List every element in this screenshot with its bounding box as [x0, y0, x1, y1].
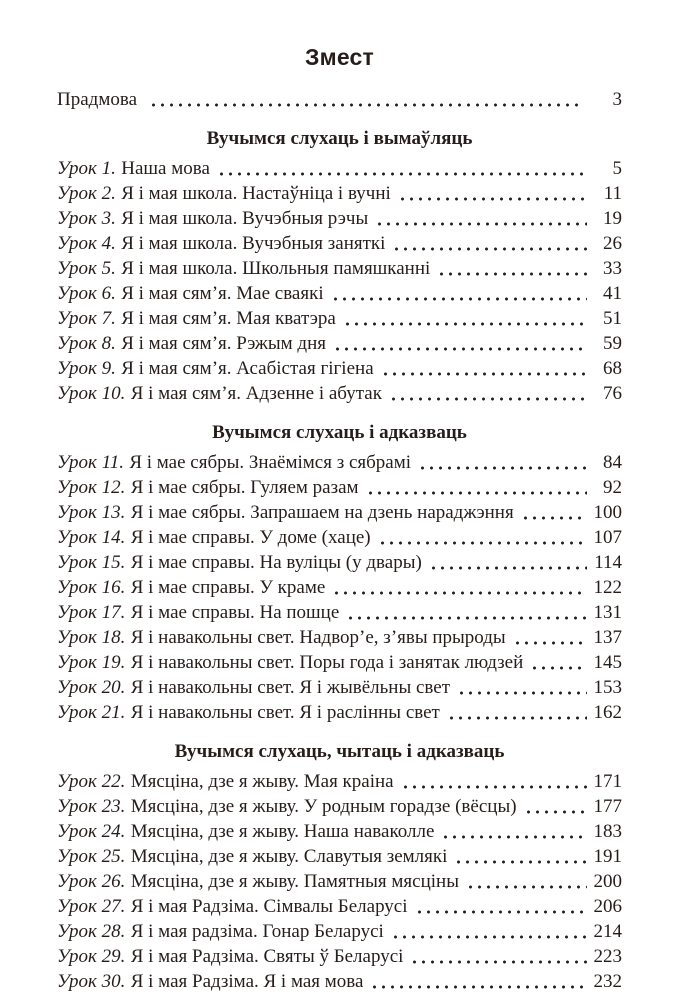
toc-entry-title: Я і мая радзіма. Гонар Беларусі: [130, 921, 384, 942]
toc-entry-page-number: 26: [603, 233, 622, 254]
dot-leader: [466, 884, 587, 890]
toc-entry-lesson-label: Урок 16.: [57, 577, 126, 598]
toc-entry-page-number: 5: [612, 158, 622, 179]
toc-entry-lesson-label: Урок 20.: [57, 677, 126, 698]
section-heading: Вучымся слухаць, чытаць і адказваць: [174, 741, 505, 762]
toc-entry: [57, 700, 622, 725]
toc-entry-page-number: 3: [612, 89, 622, 110]
dot-leader: [415, 909, 587, 915]
toc-entry-lesson-label: Урок 8.: [57, 333, 116, 354]
toc-entry-title: Я і мае справы. На вуліцы (у двары): [130, 552, 422, 573]
toc-entry: [57, 381, 622, 406]
toc-entry-lesson-label: Урок 7.: [57, 308, 116, 329]
toc-entry-lesson-label: Урок 14.: [57, 527, 126, 548]
toc-entry-title: Я і мае сябры. Запрашаем на дзень нараджэння: [130, 502, 514, 523]
dot-leader: [418, 465, 587, 471]
toc-entry: [57, 675, 622, 700]
toc-entry-title: Я і мае справы. У доме (хаце): [130, 527, 371, 548]
toc-entry-title: Я і мая сям’я. Адзенне і абутак: [130, 383, 382, 404]
toc-entry-title: Я і мае справы. У краме: [130, 577, 326, 598]
dot-leader: [332, 590, 587, 596]
toc-entry-page-number: 100: [593, 502, 622, 523]
toc-entry-title: Я і мая Радзіма. Я і мая мова: [130, 971, 364, 992]
toc-entry-page-number: 183: [593, 821, 622, 842]
toc-entry-lesson-label: Урок 9.: [57, 358, 116, 379]
toc-entry-page-number: 68: [603, 358, 622, 379]
section-entries: [57, 769, 622, 994]
toc-entry-title: Я і мая школа. Вучэбныя рэчы: [121, 208, 369, 229]
toc-entry: [57, 450, 622, 475]
dot-leader: [398, 196, 587, 202]
toc-entry-page-number: 177: [593, 796, 622, 817]
toc-entry: [57, 944, 622, 969]
toc-entry-lesson-label: Урок 28.: [57, 921, 126, 942]
toc-entry: [57, 575, 622, 600]
toc-entry-title: Я і мая сям’я. Мая кватэра: [121, 308, 336, 329]
toc-entry: [57, 356, 622, 381]
toc-entry: [57, 181, 622, 206]
toc-entry-page-number: 107: [593, 527, 622, 548]
dot-leader: [457, 690, 587, 696]
toc-entry-title: Я і навакольны свет. Надвор’е, з’явы прыроды: [130, 627, 506, 648]
toc-entry: [57, 500, 622, 525]
toc-entry-page-number: 171: [593, 771, 622, 792]
toc-entry-title: Наша мова: [121, 158, 210, 179]
toc-entry-title: Я і навакольны свет. Поры года і занятак людзей: [130, 652, 524, 673]
toc-entry-title: Я і мая школа. Настаўніца і вучні: [121, 183, 391, 204]
dot-leader: [217, 171, 587, 177]
toc-entry: [57, 550, 622, 575]
toc-entry-lesson-label: Урок 2.: [57, 183, 116, 204]
toc-entry: [57, 256, 622, 281]
dot-leader: [343, 321, 587, 327]
toc-sections: [57, 126, 622, 994]
dot-leader: [378, 540, 587, 546]
toc-entry-lesson-label: Урок 15.: [57, 552, 126, 573]
toc-entry-page-number: 19: [603, 208, 622, 229]
toc-entry-title: Я і мая сям’я. Асабістая гігіена: [121, 358, 374, 379]
toc-entry-page-number: 84: [603, 452, 622, 473]
toc-entry-title: Мясціна, дзе я жыву. У родным горадзе (вёсцы): [130, 796, 517, 817]
toc-entry: [57, 894, 622, 919]
toc-entry-title: Мясціна, дзе я жыву. Памятныя мясціны: [130, 871, 459, 892]
toc-entry: [57, 331, 622, 356]
toc-entry-page-number: 114: [594, 552, 622, 573]
toc-entry-title: Я і мае справы. На пошце: [130, 602, 340, 623]
toc-entry-title: Я і мая школа. Вучэбныя заняткі: [121, 233, 386, 254]
dot-leader: [346, 615, 587, 621]
toc-entry-lesson-label: Урок 25.: [57, 846, 126, 867]
toc-entry-lesson-label: Урок 27.: [57, 896, 126, 917]
toc-entry-lesson-label: Урок 11.: [57, 452, 125, 473]
toc-entry: [57, 769, 622, 794]
toc-entry-page-number: 33: [603, 258, 622, 279]
dot-leader: [392, 246, 587, 252]
dot-leader: [366, 490, 587, 496]
toc-entry: [57, 231, 622, 256]
toc-entry: [57, 306, 622, 331]
toc-entry-lesson-label: Урок 21.: [57, 702, 126, 723]
toc-entry-lesson-label: Урок 24.: [57, 821, 126, 842]
dot-leader: [441, 834, 587, 840]
toc-entry-page-number: 191: [593, 846, 622, 867]
toc-entry-title: Я і навакольны свет. Я і жывёльны свет: [130, 677, 450, 698]
toc-entry-page-number: 206: [593, 896, 622, 917]
toc-entry-page-number: 137: [593, 627, 622, 648]
toc-entry-title: Прадмова: [57, 89, 137, 110]
toc-entry: [57, 969, 622, 994]
toc-entry-lesson-label: Урок 26.: [57, 871, 126, 892]
toc-entry: [57, 600, 622, 625]
toc-entry-title: Мясціна, дзе я жыву. Мая краіна: [130, 771, 394, 792]
toc-entry-page-number: 11: [603, 183, 622, 204]
dot-leader: [429, 565, 587, 571]
toc-entry-title: Я і мае сябры. Знаёмімся з сябрамі: [129, 452, 412, 473]
toc-entry-lesson-label: Урок 18.: [57, 627, 126, 648]
toc-entry: [57, 794, 622, 819]
page-title: Змест: [305, 44, 374, 70]
toc-entry-lesson-label: Урок 23.: [57, 796, 126, 817]
toc-entry-lesson-label: Урок 29.: [57, 946, 126, 967]
toc-entry: [57, 475, 622, 500]
toc-entry: [57, 869, 622, 894]
toc-entry-lesson-label: Урок 19.: [57, 652, 126, 673]
toc-entry-page-number: 122: [593, 577, 622, 598]
toc-entry: [57, 525, 622, 550]
toc-entry-page-number: 214: [593, 921, 622, 942]
toc-entry-page-number: 145: [593, 652, 622, 673]
toc-entry: [57, 819, 622, 844]
toc-entry-page-number: 92: [603, 477, 622, 498]
dot-leader: [149, 102, 584, 108]
toc-entry: [57, 919, 622, 944]
section-entries: [57, 450, 622, 725]
toc-section: [57, 420, 622, 725]
toc-entry-lesson-label: Урок 6.: [57, 283, 116, 304]
toc-entry-page-number: 153: [593, 677, 622, 698]
toc-entry-title: Я і мая Радзіма. Сімвалы Беларусі: [130, 896, 408, 917]
toc-entry-page-number: 76: [603, 383, 622, 404]
dot-leader: [370, 984, 587, 990]
dot-leader: [521, 515, 587, 521]
toc-entry: [57, 625, 622, 650]
toc-entry-lesson-label: Урок 30.: [57, 971, 126, 992]
toc-entry-lesson-label: Урок 17.: [57, 602, 126, 623]
toc-entry-page-number: 232: [593, 971, 622, 992]
dot-leader: [401, 784, 587, 790]
toc-entry: [57, 281, 622, 306]
dot-leader: [410, 959, 587, 965]
dot-leader: [513, 640, 587, 646]
toc-entry-title: Я і мая сям’я. Рэжым дня: [121, 333, 326, 354]
toc-entry-title: Мясціна, дзе я жыву. Наша наваколле: [130, 821, 435, 842]
section-entries: [57, 156, 622, 406]
section-heading: Вучымся слухаць і адказваць: [212, 422, 467, 443]
toc-entry-page-number: 41: [603, 283, 622, 304]
dot-leader: [381, 371, 587, 377]
toc-entry: [57, 156, 622, 181]
toc-entry-lesson-label: Урок 5.: [57, 258, 116, 279]
toc-entry-title: Я і мая школа. Школьныя памяшканні: [121, 258, 431, 279]
dot-leader: [447, 715, 587, 721]
dot-leader: [375, 221, 587, 227]
dot-leader: [333, 346, 587, 352]
toc-entry-title: Я і навакольны свет. Я і раслінны свет: [130, 702, 440, 723]
toc-entry-lesson-label: Урок 3.: [57, 208, 116, 229]
toc-entry-preface: [57, 87, 622, 112]
toc-entry-title: Мясціна, дзе я жыву. Славутыя землякі: [130, 846, 448, 867]
toc-entry-lesson-label: Урок 13.: [57, 502, 126, 523]
toc-entry: [57, 650, 622, 675]
toc-entry: [57, 844, 622, 869]
toc-entry-title: Я і мая Радзіма. Святы ў Беларусі: [130, 946, 404, 967]
toc-section: [57, 126, 622, 406]
dot-leader: [437, 271, 587, 277]
toc-entry-title: Я і мае сябры. Гуляем разам: [130, 477, 359, 498]
toc-entry-title: Я і мая сям’я. Мае сваякі: [121, 283, 324, 304]
toc-entry-page-number: 223: [593, 946, 622, 967]
toc-entry-page-number: 162: [593, 702, 622, 723]
toc-entry-lesson-label: Урок 12.: [57, 477, 126, 498]
dot-leader: [331, 296, 587, 302]
toc-section: [57, 739, 622, 994]
toc-entry-lesson-label: Урок 1.: [57, 158, 116, 179]
dot-leader: [524, 809, 587, 815]
dot-leader: [454, 859, 587, 865]
dot-leader: [391, 934, 587, 940]
toc-entry-lesson-label: Урок 22.: [57, 771, 126, 792]
toc-entry-lesson-label: Урок 4.: [57, 233, 116, 254]
toc-entry-lesson-label: Урок 10.: [57, 383, 126, 404]
toc-entry-page-number: 51: [603, 308, 622, 329]
section-heading: Вучымся слухаць і вымаўляць: [206, 128, 473, 149]
toc-entry: [57, 206, 622, 231]
toc-entry-page-number: 59: [603, 333, 622, 354]
toc-entry-page-number: 131: [593, 602, 622, 623]
dot-leader: [389, 396, 587, 402]
toc-entry-page-number: 200: [593, 871, 622, 892]
dot-leader: [530, 665, 587, 671]
